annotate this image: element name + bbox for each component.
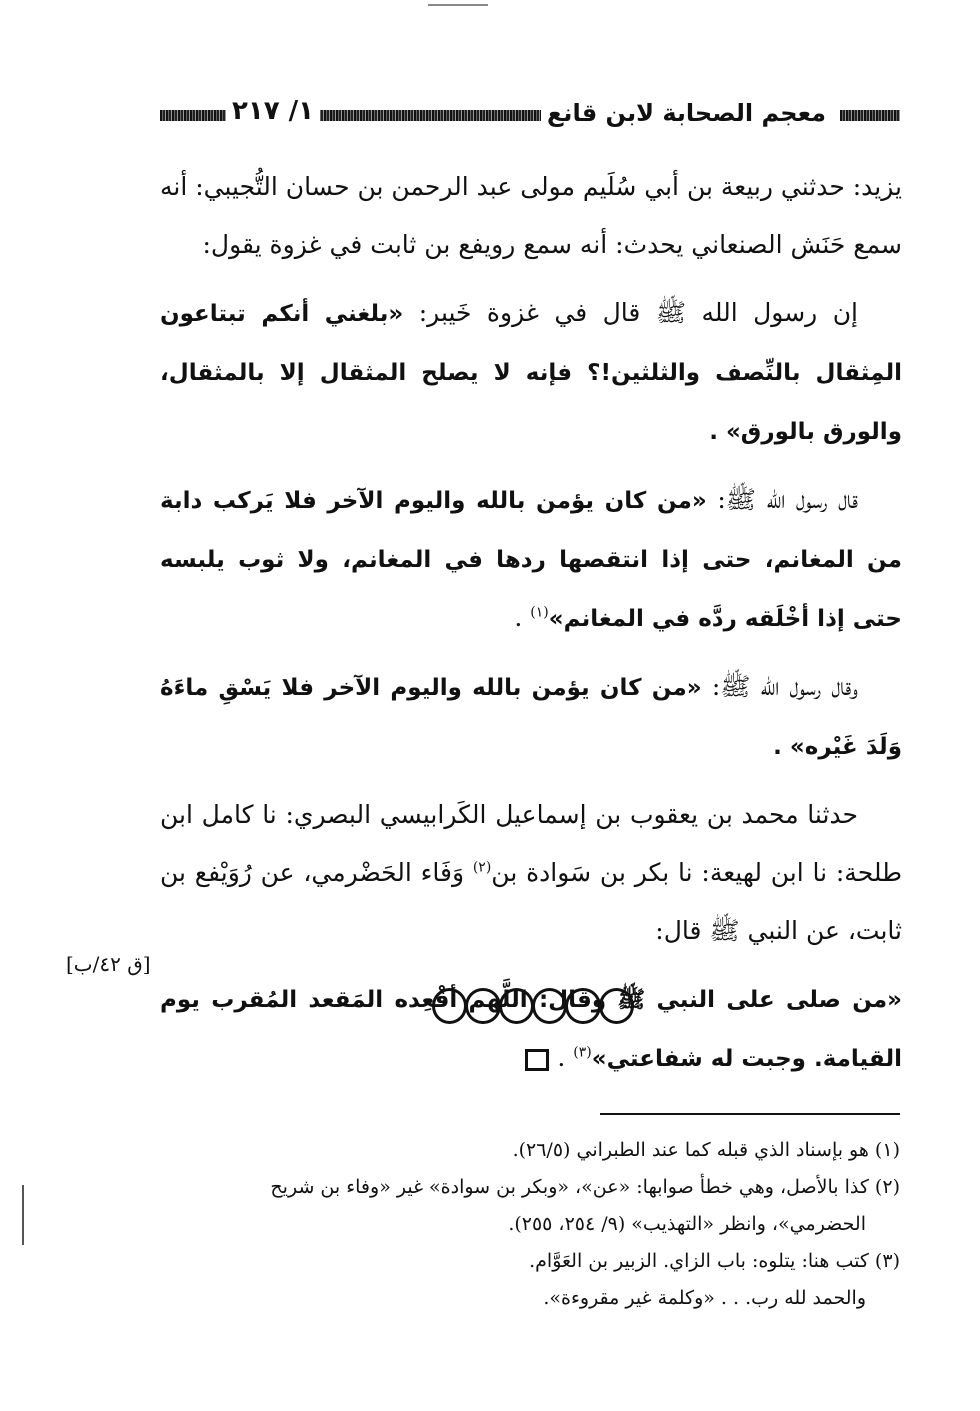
footnotes	[160, 1132, 900, 1317]
footnote-2-text-a: (٢) كذا بالأصل، وهي خطأ صوابها: «عن»، «وبكر بن سوادة» غير «وفاء بن شريح	[270, 1176, 900, 1198]
footnote-3-continued	[160, 1280, 900, 1317]
hadith-3-quote: «من كان يؤمن بالله واليوم الآخر فلا يَسْقِ ماءَهُ وَلَدَ غَيْره» .	[160, 675, 902, 760]
footnote-ref-1[interactable]: (١)	[530, 604, 549, 621]
circle-ornament-icon	[499, 988, 534, 1024]
book-title: معجم الصحابة لابن قانع	[541, 99, 832, 127]
hadith-1-quote: «بلغني أنكم تبتاعون المِثقال بالنِّصف والثلثين!؟ فإنه لا يصلح المثقال إلا بالمثقال، والورق بالورق» .	[160, 301, 902, 445]
paragraph-hadith-3	[160, 658, 902, 776]
circle-ornament-icon	[465, 988, 500, 1024]
page-reference: ١/ ٢١٧	[226, 96, 320, 126]
circle-ornament-icon	[432, 988, 467, 1024]
footnote-ref-3[interactable]: (٣)	[573, 1044, 592, 1061]
isnad-2-text-b: وَفَاء الحَضْرمي، عن رُوَيْفع بن ثابت، عن النبي ﷺ قال:	[160, 858, 902, 945]
hadith-4-end: .	[557, 1043, 574, 1072]
paragraph-hadith-2	[160, 471, 902, 648]
manuscript-folio-note: [ق ٤٢/ب]	[66, 952, 151, 976]
footnote-separator	[600, 1113, 900, 1115]
top-scan-mark	[428, 4, 488, 6]
hadith-4-quote: «من صلى على النبي ﷺ وقال: اللَّهم أقْعِده المَقعد المُقرب يوم القيامة. وجبت له شفاعتي»	[160, 987, 902, 1072]
scan-edge-line	[22, 1185, 24, 1245]
footnote-1	[160, 1132, 900, 1169]
footnote-2-text-b: الحضرمي»، وانظر «التهذيب» (٩/ ٢٥٤، ٢٥٥).	[508, 1213, 866, 1235]
hadith-2-intro: قال رسول الله ﷺ:	[717, 485, 858, 514]
footnote-2	[160, 1169, 900, 1206]
footnote-ref-2[interactable]: (٢)	[472, 859, 492, 876]
section-end-box-icon	[525, 1049, 549, 1071]
running-header	[160, 96, 900, 136]
footnote-2-continued	[160, 1206, 900, 1243]
paragraph-isnad	[160, 158, 902, 274]
hadith-3-intro: وقال رسول الله ﷺ:	[711, 672, 859, 701]
paragraph-hadith-1	[160, 284, 902, 461]
isnad-2-text-a: حدثنا محمد بن يعقوب بن إسماعيل الكَرابيسي البصري: نا كامل ابن طلحة: نا ابن لهيعة: نا بكر بن سَوادة بن	[160, 800, 902, 887]
header-bar-left	[160, 110, 232, 121]
hadith-1-intro: إن رسول الله ﷺ قال في غزوة خَيبر:	[418, 298, 858, 327]
hadith-2-quote: «من كان يؤمن بالله واليوم الآخر فلا يَركب دابة من المغانم، حتى إذا انتقصها ردها في المغانم، ولا ثوب يلبسه حتى إذا أخْلَقه ردَّه في المغانم»	[160, 488, 902, 632]
footnote-3-text-a: (٣) كتب هنا: يتلوه: باب الزاي. الزبير بن العَوَّام.	[529, 1250, 900, 1272]
footnote-3	[160, 1243, 900, 1280]
main-text	[160, 158, 902, 1098]
circle-ornament-icon	[565, 988, 600, 1024]
hadith-2-end: .	[514, 603, 531, 632]
footnote-1-text: (١) هو بإسناد الذي قبله كما عند الطبراني (٢٦/٥).	[512, 1139, 900, 1161]
section-divider-circles	[432, 988, 632, 1028]
circle-ornament-icon	[599, 988, 634, 1024]
footnote-3-text-b: والحمد لله رب. . . «وكلمة غير مقروءة».	[543, 1287, 866, 1309]
header-bar-right	[840, 110, 900, 121]
circle-ornament-icon	[532, 988, 567, 1024]
paragraph-isnad-2	[160, 786, 902, 960]
isnad-text: يزيد: حدثني ربيعة بن أبي سُلَيم مولى عبد الرحمن بن حسان التُّجيبي: أنه سمع حَنَش الصنعاني يحدث: أنه سمع رويفع بن ثابت في غزوة يقول:	[160, 172, 902, 259]
